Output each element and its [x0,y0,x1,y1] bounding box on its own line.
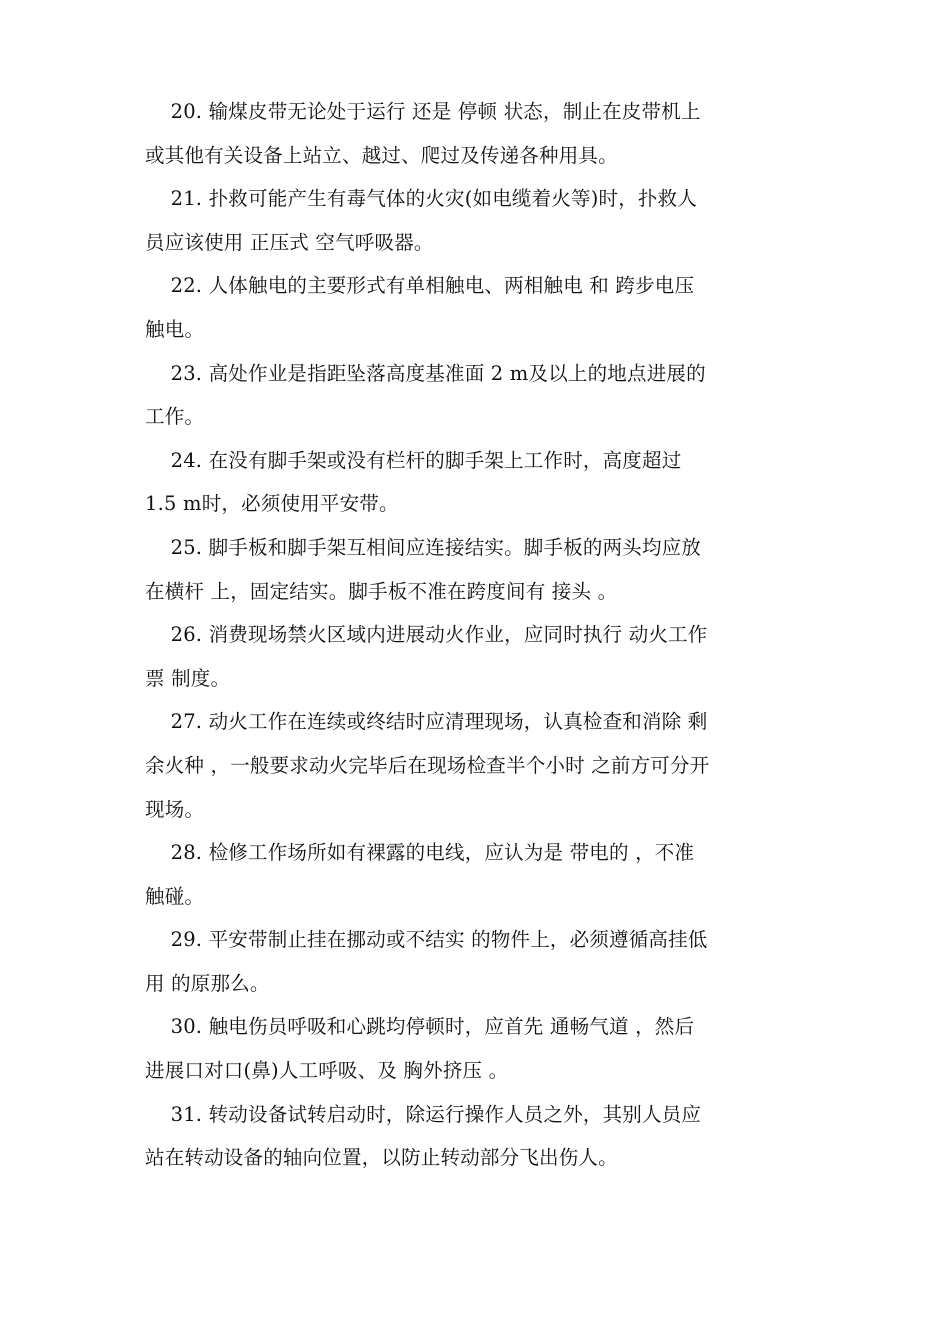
paragraph-25 [145,526,805,613]
text-line: 票 制度。 [145,666,231,690]
text-line: 在横杆 上，固定结实。脚手板不准在跨度间有 接头 。 [145,579,618,603]
text-line: 1.5 m时，必须使用平安带。 [145,492,399,516]
paragraph-21 [145,177,805,264]
text-line: 23. 高处作业是指距坠落高度基准面 2 m及以上的地点进展的 [145,361,706,385]
paragraph-28 [145,831,805,918]
paragraph-23 [145,352,805,439]
text-line: 员应该使用 正压式 空气呼吸器。 [145,230,434,254]
text-line: 21. 扑救可能产生有毒气体的火灾(如电缆着火等)时，扑救人 [145,187,698,211]
text-line: 30. 触电伤员呼吸和心跳均停顿时，应首先 通畅气道 ，然后 [145,1015,695,1039]
text-line: 31. 转动设备试转启动时，除运行操作人员之外，其别人员应 [145,1102,702,1126]
paragraph-26 [145,613,805,700]
paragraph-22 [145,264,805,351]
text-line: 工作。 [145,405,205,429]
paragraph-24 [145,439,805,526]
text-line: 22. 人体触电的主要形式有单相触电、两相触电 和 跨步电压 [145,274,695,298]
paragraph-27 [145,700,805,831]
text-line: 20. 输煤皮带无论处于运行 还是 停顿 状态，制止在皮带机上 [145,100,701,123]
text-line: 现场。 [145,797,205,821]
text-line: 余火种 ，一般要求动火完毕后在现场检查半个小时 之前方可分开 [145,753,710,777]
paragraph-31 [145,1093,805,1180]
paragraph-20 [145,90,805,177]
text-line: 触电。 [145,317,205,341]
text-line: 29. 平安带制止挂在挪动或不结实 的物件上，必须遵循高挂低 [145,928,708,952]
paragraph-29 [145,918,805,1005]
document-body [145,90,805,1180]
text-line: 25. 脚手板和脚手架互相间应连接结实。脚手板的两头均应放 [145,535,702,559]
text-line: 用 的原那么。 [145,971,270,995]
paragraph-30 [145,1005,805,1092]
text-line: 进展口对口(鼻)人工呼吸、及 胸外挤压 。 [145,1059,509,1083]
text-line: 26. 消费现场禁火区域内进展动火作业，应同时执行 动火工作 [145,623,708,647]
text-line: 触碰。 [145,884,205,908]
text-line: 28. 检修工作场所如有裸露的电线，应认为是 带电的 ，不准 [145,841,695,865]
text-line: 27. 动火工作在连续或终结时应清理现场，认真检查和消除 剩 [145,710,708,734]
text-line: 站在转动设备的轴向位置，以防止转动部分飞出伤人。 [145,1146,618,1170]
text-line: 24. 在没有脚手架或没有栏杆的脚手架上工作时，高度超过 [145,448,682,472]
text-line: 或其他有关设备上站立、越过、爬过及传递各种用具。 [145,143,618,167]
